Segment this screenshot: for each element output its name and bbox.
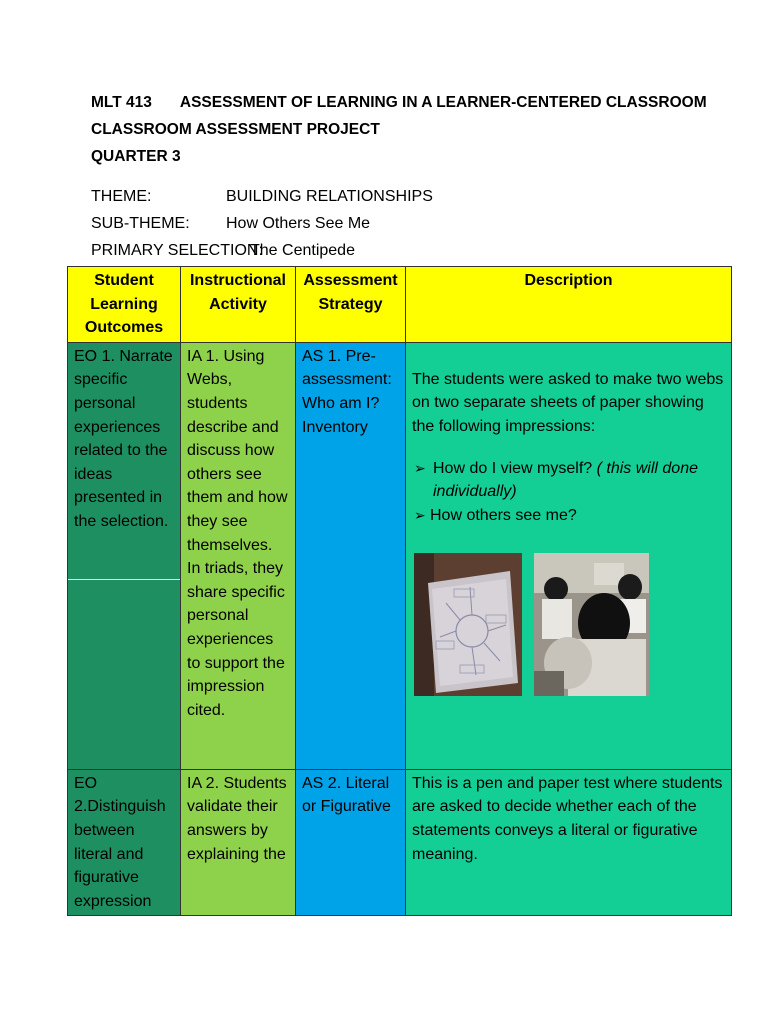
subtheme-value: How Others See Me bbox=[226, 215, 371, 232]
course-title: ASSESSMENT OF LEARNING IN A LEARNER-CENTERED CLASSROOM bbox=[179, 94, 707, 111]
bullet-text: How others see me? bbox=[430, 506, 577, 524]
activity-cell: IA 1. Using Webs, students describe and discuss how others see them and how they see themselves. In triads, they share specific personal experiences to support the impression cited. bbox=[181, 342, 296, 769]
theme-value: BUILDING RELATIONSHIPS bbox=[226, 188, 433, 205]
course-header bbox=[91, 94, 707, 112]
arrow-bullet-icon: ➢ bbox=[414, 506, 426, 523]
strategy-cell: AS 2. Literal or Figurative bbox=[296, 769, 406, 916]
arrow-bullet-icon: ➢ bbox=[414, 459, 426, 476]
theme-label: THEME: bbox=[91, 188, 152, 205]
list-item bbox=[412, 457, 725, 504]
strategy-cell: AS 1. Pre-assessment: Who am I? Inventory bbox=[296, 342, 406, 769]
header-description: Description bbox=[406, 267, 732, 343]
header-strategy: Assessment Strategy bbox=[296, 267, 406, 343]
table-header-row bbox=[68, 267, 732, 343]
assessment-table bbox=[67, 266, 732, 916]
project-title: CLASSROOM ASSESSMENT PROJECT bbox=[91, 121, 380, 138]
course-code: MLT 413 bbox=[91, 94, 152, 111]
subtheme-line bbox=[91, 215, 370, 233]
classroom-photo bbox=[534, 553, 649, 696]
quarter-label: QUARTER 3 bbox=[91, 148, 181, 165]
activity-cell: IA 2. Students validate their answers by explaining the bbox=[181, 769, 296, 916]
subtheme-label: SUB-THEME: bbox=[91, 215, 190, 232]
outcome-cell: EO 2.Distinguish between literal and figurative expression bbox=[68, 769, 181, 916]
selection-label: PRIMARY SELECTION: bbox=[91, 242, 263, 259]
outcome-text: EO 1. Narrate specific personal experiences related to the ideas presented in the selection. bbox=[68, 343, 180, 580]
header-activity: Instructional Activity bbox=[181, 267, 296, 343]
web-chart-photo bbox=[414, 553, 522, 696]
impressions-list bbox=[412, 457, 725, 528]
description-cell bbox=[406, 342, 732, 769]
list-item bbox=[412, 504, 725, 528]
bullet-note: ( this will done individually) bbox=[433, 459, 698, 501]
table-row bbox=[68, 769, 732, 916]
selection-line bbox=[91, 242, 355, 260]
description-cell: This is a pen and paper test where students are asked to decide whether each of the statements conveys a literal or figurative meaning. bbox=[406, 769, 732, 916]
outcome-cell bbox=[68, 342, 181, 769]
header-outcomes: Student Learning Outcomes bbox=[68, 267, 181, 343]
table-row bbox=[68, 342, 732, 769]
selection-value: The Centipede bbox=[250, 242, 355, 259]
theme-line bbox=[91, 188, 433, 206]
description-text: The students were asked to make two webs on two separate sheets of paper showing the following impressions: bbox=[412, 370, 724, 435]
bullet-text: How do I view myself? bbox=[433, 459, 597, 477]
photo-group bbox=[412, 553, 725, 703]
